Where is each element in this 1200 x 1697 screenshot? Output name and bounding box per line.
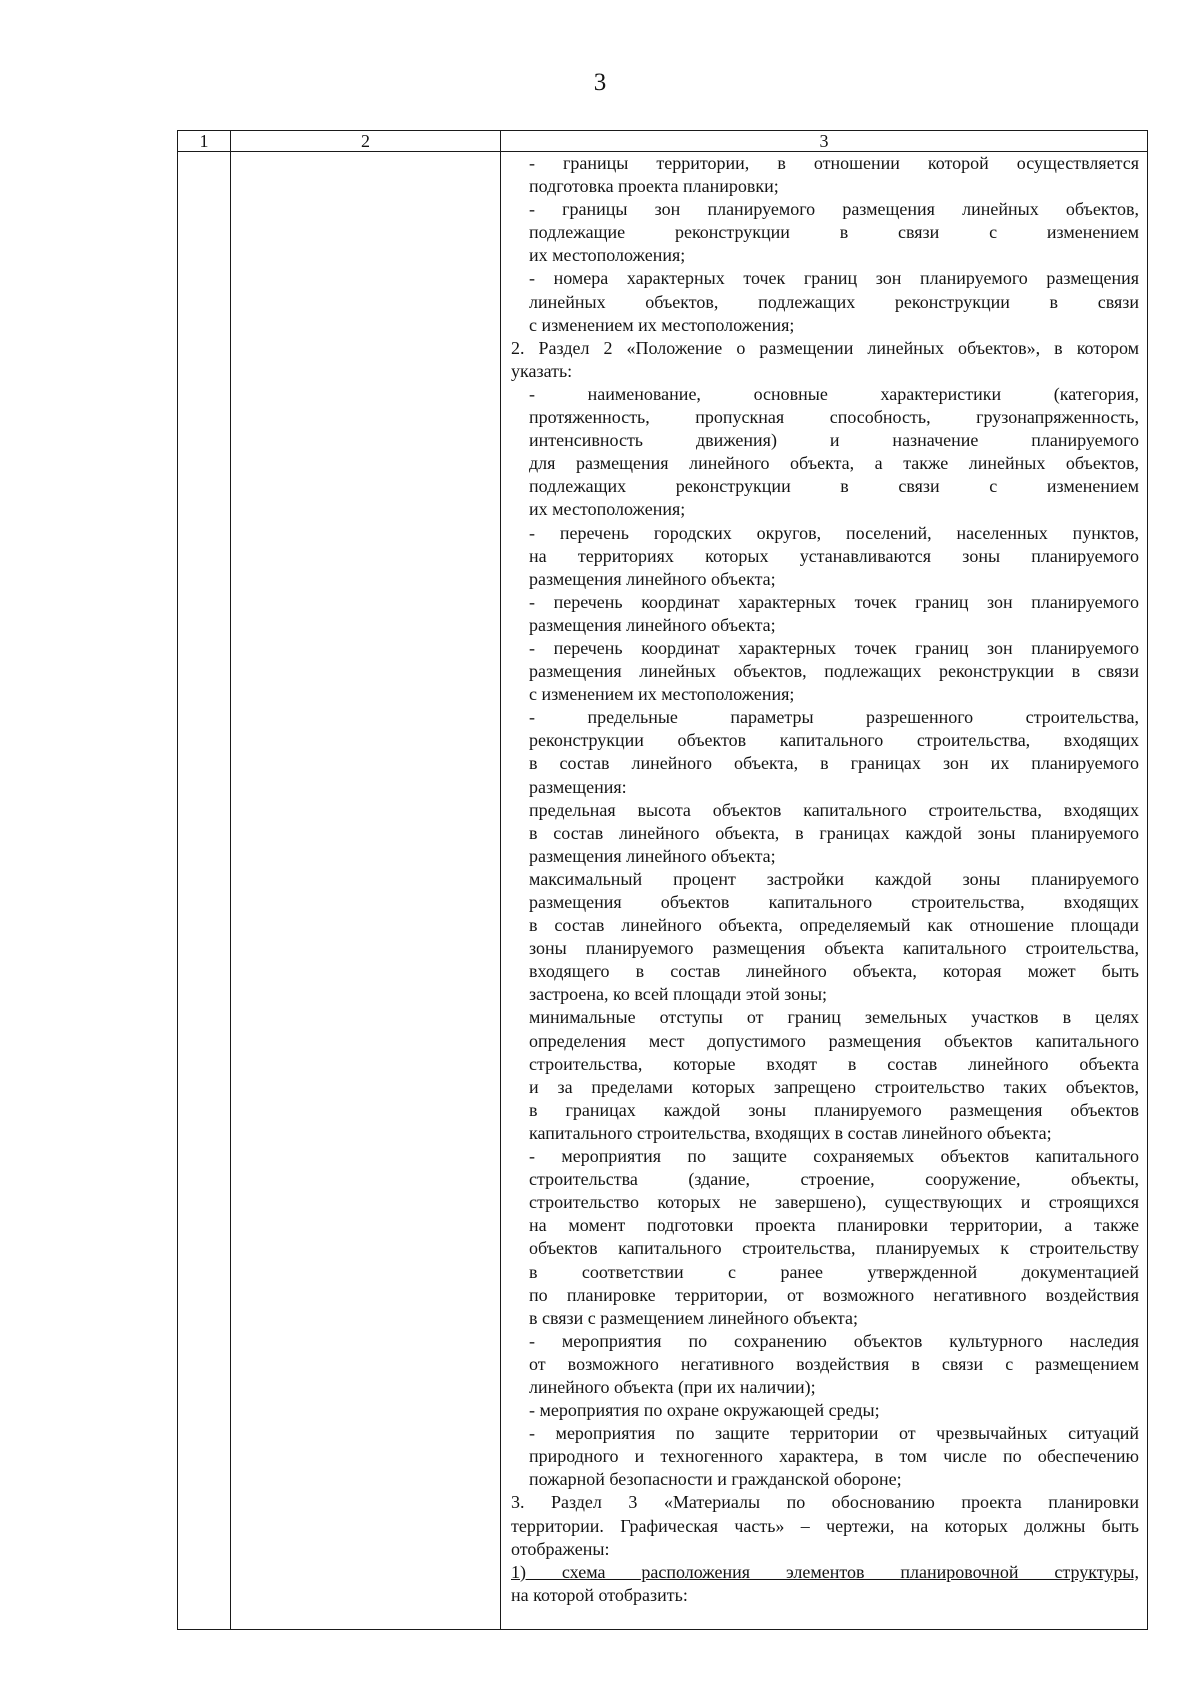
- text-line: с изменением их местоположения;: [529, 684, 795, 705]
- table-header-row: [178, 131, 1148, 152]
- text-line: отображены:: [511, 1538, 610, 1559]
- text-line: в состав линейного объекта, определяемый как отношение площади: [529, 915, 1139, 936]
- text-line: - предельные параметры разрешенного строительства,: [529, 707, 1139, 728]
- header-col-1: 1: [178, 131, 231, 152]
- text-line: с изменением их местоположения;: [529, 314, 795, 335]
- text-line: застроена, ко всей площади этой зоны;: [529, 984, 828, 1005]
- text-line: от возможного негативного воздействия в связи с размещением: [529, 1353, 1139, 1374]
- text-line: - перечень координат характерных точек границ зон планируемого: [529, 591, 1139, 612]
- text-line: - мероприятия по защите территории от чрезвычайных ситуаций: [529, 1423, 1139, 1444]
- text-line: природного и техногенного характера, в том числе по обеспечению: [529, 1446, 1139, 1467]
- text-line: входящего в состав линейного объекта, которая может быть: [529, 961, 1139, 982]
- requirements-text: [501, 152, 1147, 1607]
- header-col-3: 3: [501, 131, 1148, 152]
- text-line: строительства (здание, строение, сооружение, объекты,: [529, 1169, 1139, 1190]
- text-line: минимальные отступы от границ земельных участков в целях: [529, 1007, 1139, 1028]
- text-line: по планировке территории, от возможного негативного воздействия: [529, 1284, 1139, 1305]
- text-line: в связи с размещением линейного объекта;: [529, 1307, 859, 1328]
- text-line: на момент подготовки проекта планировки территории, а также: [529, 1215, 1139, 1236]
- text-line: - номера характерных точек границ зон планируемого размещения: [529, 268, 1139, 289]
- text-line: 2. Раздел 2 «Положение о размещении линейных объектов», в котором: [511, 337, 1139, 358]
- text-line: максимальный процент застройки каждой зоны планируемого: [529, 868, 1139, 889]
- cell-col-2: [231, 152, 501, 1630]
- text-line: объектов капитального строительства, планируемых к строительству: [529, 1238, 1139, 1259]
- text-line: строительство которых не завершено), существующих и строящихся: [529, 1192, 1139, 1213]
- text-line: - наименование, основные характеристики (категория,: [529, 383, 1139, 404]
- text-line: протяженность, пропускная способность, грузонапряженность,: [529, 407, 1139, 428]
- text-line: - мероприятия по защите сохраняемых объектов капитального: [529, 1146, 1139, 1167]
- text-line: в состав линейного объекта, в границах каждой зоны планируемого: [529, 822, 1139, 843]
- text-line: для размещения линейного объекта, а также линейных объектов,: [529, 453, 1139, 474]
- table-row: [178, 152, 1148, 1630]
- page-number: 3: [593, 69, 607, 96]
- text-line: в соответствии с ранее утвержденной документацией: [529, 1261, 1139, 1282]
- cell-col-1: [178, 152, 231, 1630]
- text-line: зоны планируемого размещения объекта капитального строительства,: [529, 938, 1139, 959]
- text-line: подлежащих реконструкции в связи с изменением: [529, 476, 1139, 497]
- text-line: размещения линейного объекта;: [529, 845, 776, 866]
- requirements-table: [177, 130, 1148, 1630]
- text-line: на которой отобразить:: [511, 1584, 688, 1605]
- text-line: размещения линейных объектов, подлежащих реконструкции в связи: [529, 661, 1139, 682]
- text-line: подлежащие реконструкции в связи с изменением: [529, 222, 1139, 243]
- text-line: в границах каждой зоны планируемого размещения объектов: [529, 1099, 1139, 1120]
- text-line: их местоположения;: [529, 245, 686, 266]
- text-line: подготовка проекта планировки;: [529, 176, 779, 197]
- text-line: указать:: [511, 360, 573, 381]
- text-line: - перечень координат характерных точек границ зон планируемого: [529, 637, 1139, 658]
- text-line: - перечень городских округов, поселений, населенных пунктов,: [529, 522, 1139, 543]
- text-line: и за пределами которых запрещено строительство таких объектов,: [529, 1076, 1139, 1097]
- text-line: - мероприятия по сохранению объектов культурного наследия: [529, 1330, 1139, 1351]
- text-line: предельная высота объектов капитального строительства, входящих: [529, 799, 1139, 820]
- text-line: размещения объектов капитального строительства, входящих: [529, 892, 1139, 912]
- text-line: размещения:: [529, 776, 627, 797]
- text-line: линейного объекта (при их наличии);: [529, 1376, 816, 1397]
- text-line: - границы зон планируемого размещения линейных объектов,: [529, 199, 1139, 220]
- text-line: 3. Раздел 3 «Материалы по обоснованию проекта планировки: [511, 1492, 1139, 1513]
- text-line: - границы территории, в отношении которой осуществляется: [529, 153, 1139, 173]
- text-line: строительства, которые входят в состав линейного объекта: [529, 1053, 1139, 1074]
- header-col-2: 2: [231, 131, 501, 152]
- text-line: территории. Графическая часть» – чертежи, на которых должны быть: [511, 1515, 1139, 1536]
- text-line: размещения линейного объекта;: [529, 568, 776, 589]
- text-line: линейных объектов, подлежащих реконструкции в связи: [529, 291, 1139, 312]
- cell-col-3: [501, 152, 1148, 1630]
- text-line: интенсивность движения) и назначение планируемого: [529, 430, 1139, 451]
- text-line: - мероприятия по охране окружающей среды;: [529, 1400, 880, 1421]
- text-line: их местоположения;: [529, 499, 686, 520]
- text-line: реконструкции объектов капитального строительства, входящих: [529, 730, 1139, 751]
- text-line: 1) схема расположения элементов планировочной структуры,: [511, 1561, 1139, 1582]
- text-line: в состав линейного объекта, в границах зон их планируемого: [529, 753, 1139, 774]
- text-line: капитального строительства, входящих в состав линейного объекта;: [529, 1122, 1052, 1143]
- text-line: размещения линейного объекта;: [529, 614, 776, 635]
- text-line: пожарной безопасности и гражданской обороне;: [529, 1469, 902, 1490]
- text-line: определения мест допустимого размещения объектов капитального: [529, 1030, 1139, 1051]
- text-line: на территориях которых устанавливаются зоны планируемого: [529, 545, 1139, 566]
